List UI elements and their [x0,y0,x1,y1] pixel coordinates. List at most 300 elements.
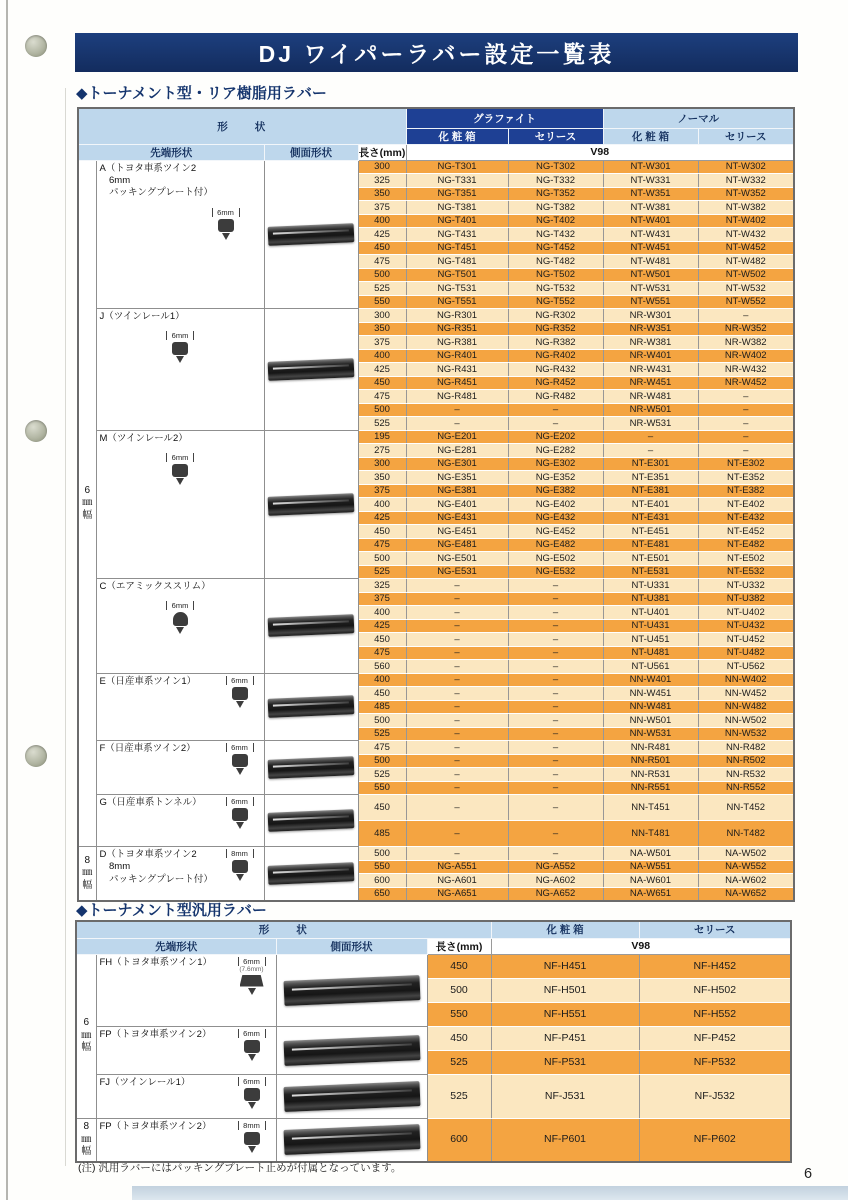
decorative: M（ツインレール2） [99,432,188,444]
length-cell: 325 [358,174,406,188]
length-cell: 375 [358,336,406,350]
part-code-cell: NT-W332 [698,174,794,188]
part-code-cell: – [406,606,508,620]
part-code-cell: NN-T482 [698,821,794,847]
length-cell: 450 [427,954,491,978]
part-code-cell: NT-W351 [603,187,698,201]
part-code-cell: NN-R531 [603,768,698,782]
length-header: 長さ(mm) [358,144,406,160]
length-cell: 195 [358,430,406,444]
part-code-cell: NT-U452 [698,633,794,647]
rubber-cross-section [232,754,248,767]
part-code-cell: NN-W532 [698,727,794,741]
rubber-fin [176,627,184,638]
part-code-cell: NT-E452 [698,525,794,539]
normal-group-header: ノーマル [603,108,794,128]
decorative: 幅 [82,509,93,521]
part-code-cell: NF-H451 [491,954,639,978]
length-cell: 325 [358,579,406,593]
rear-resin-rubber-table [77,107,795,902]
part-code-cell: – [508,754,603,768]
length-cell: 500 [358,268,406,282]
part-code-cell: NT-E432 [698,511,794,525]
rubber-fin [248,988,256,999]
part-code-cell: NG-R431 [406,363,508,377]
side-profile-photo [268,493,355,516]
length-cell: 425 [358,228,406,242]
length-cell: 650 [358,887,406,901]
part-code-cell: NG-R381 [406,336,508,350]
hole-punch-top [25,35,47,57]
part-code-cell: NG-T401 [406,214,508,228]
part-code-cell: – [698,444,794,458]
tip-cross-section-diagram [233,1077,271,1113]
part-code-cell: – [508,847,603,861]
part-code-cell: NT-W552 [698,295,794,309]
part-code-cell: – [406,795,508,821]
dimension-label: 6mm [166,331,194,340]
model-code-header: V98 [491,938,791,954]
part-code-cell: NR-W382 [698,336,794,350]
footnote: (注) 汎用ラバーにはパッキングプレート止めが付属となっています。 [78,1162,402,1174]
part-code-cell: NT-E352 [698,471,794,485]
part-code-cell: NF-H552 [639,1002,791,1026]
part-code-cell: NT-E501 [603,552,698,566]
part-code-cell: NG-T402 [508,214,603,228]
part-code-cell: NR-W481 [603,390,698,404]
length-cell: 450 [358,376,406,390]
part-code-cell: NG-A551 [406,860,508,874]
section-title-general-purpose: ◆トーナメント型汎用ラバー [76,902,267,919]
table-row [78,673,794,687]
length-cell: 500 [358,754,406,768]
part-code-cell: NN-R551 [603,781,698,795]
length-cell: 525 [358,768,406,782]
decorative: C（エアミックススリム） [99,581,211,592]
part-code-cell: – [698,390,794,404]
side-shape-cell [264,673,358,741]
decorative: パッキングプレート付） [99,873,213,885]
part-code-cell: NG-T452 [508,241,603,255]
part-code-cell: NG-R351 [406,322,508,336]
rubber-cross-section [218,219,234,232]
side-profile-photo [268,756,355,779]
part-code-cell: NG-E531 [406,565,508,579]
side-profile-photo [268,614,355,637]
part-code-cell: NT-W531 [603,282,698,296]
side-profile-photo [268,358,355,381]
part-code-cell: – [508,619,603,633]
part-code-cell: NR-W301 [603,309,698,323]
part-code-cell: NG-R452 [508,376,603,390]
part-code-cell: NG-T432 [508,228,603,242]
part-code-cell: NA-W652 [698,887,794,901]
decorative: E（日産車系ツイン1） [99,675,197,687]
rubber-cross-section [172,342,188,355]
dimension-label: 6mm [166,601,194,610]
dimension-label: 8mm [226,849,254,858]
decorative: 8mm [99,861,131,873]
length-cell: 425 [358,511,406,525]
decorative: 8 [84,854,91,866]
part-code-cell: NT-W482 [698,255,794,269]
part-code-cell: NG-E382 [508,484,603,498]
side-shape-cell [276,954,427,1026]
length-cell: 600 [427,1118,491,1162]
decorative: ㎜ [81,1133,92,1145]
table-row [78,741,794,755]
length-cell: 375 [358,201,406,215]
tip-shape-cell [96,795,264,847]
part-code-cell: NG-R402 [508,349,603,363]
part-code-cell: NG-E201 [406,430,508,444]
part-code-cell: NG-R482 [508,390,603,404]
page-edge-line [6,0,8,1200]
part-code-cell: – [406,727,508,741]
part-code-cell: NN-R482 [698,741,794,755]
rubber-fin [248,1054,256,1065]
tip-shape-cell [96,309,264,431]
length-cell: 450 [358,633,406,647]
tip-shape-label [100,311,261,323]
part-code-cell: – [508,633,603,647]
part-code-cell: – [603,444,698,458]
part-code-cell: NT-E502 [698,552,794,566]
part-code-cell: NR-W432 [698,363,794,377]
decorative [76,921,791,954]
tip-cross-section-diagram [233,1121,271,1157]
part-code-cell: NT-E531 [603,565,698,579]
length-cell: 450 [427,1026,491,1050]
rubber-fin [236,874,244,885]
table-row [76,1026,791,1050]
part-code-cell: – [406,741,508,755]
dimension-label: 6mm [238,957,266,966]
side-profile-photo [268,809,355,832]
part-code-cell: NT-W551 [603,295,698,309]
dimension-label: 8mm [238,1121,266,1130]
part-code-cell: NG-R432 [508,363,603,377]
part-code-cell: NN-T451 [603,795,698,821]
part-code-cell: NT-W481 [603,255,698,269]
part-code-cell: – [508,821,603,847]
part-code-cell: – [698,403,794,417]
part-code-cell: NA-W602 [698,874,794,888]
part-code-cell: – [508,714,603,728]
part-code-cell: NT-U332 [698,579,794,593]
part-code-cell: – [406,821,508,847]
part-code-cell: NG-T382 [508,201,603,215]
part-code-cell: NR-W401 [603,349,698,363]
rubber-cross-section [244,1132,260,1145]
part-code-cell: – [508,579,603,593]
decorative: ㎜ [82,867,93,878]
part-code-cell: NG-E352 [508,471,603,485]
part-code-cell: – [508,417,603,431]
part-code-cell: NT-U432 [698,619,794,633]
part-code-cell: NG-E302 [508,457,603,471]
part-code-cell: – [406,579,508,593]
part-code-cell: NG-T302 [508,160,603,174]
side-shape-cell [276,1074,427,1118]
part-code-cell: NF-P452 [639,1026,791,1050]
dimension-label: 6mm [238,1029,266,1038]
length-cell: 425 [358,363,406,377]
page-number: 6 [804,1166,813,1182]
part-code-cell: NT-W301 [603,160,698,174]
tip-shape-cell [96,847,264,901]
part-code-cell: NG-E301 [406,457,508,471]
series-header: セリース [698,128,794,144]
shape-header: 形 状 [76,921,491,938]
part-code-cell: NN-T452 [698,795,794,821]
part-code-cell: NG-E401 [406,498,508,512]
side-profile-photo [268,695,355,718]
part-code-cell: NG-R301 [406,309,508,323]
part-code-cell: NG-E481 [406,538,508,552]
part-code-cell: NT-W451 [603,241,698,255]
length-cell: 560 [358,660,406,674]
model-code-header: V98 [406,144,794,160]
table-row [76,1074,791,1118]
part-code-cell: NF-P531 [491,1050,639,1074]
part-code-cell: NF-P602 [639,1118,791,1162]
side-shape-header: 側面形状 [264,144,358,160]
part-code-cell: NG-T352 [508,187,603,201]
part-code-cell: NA-W651 [603,887,698,901]
part-code-cell: NR-W351 [603,322,698,336]
tip-cross-section-diagram [233,1029,271,1065]
table-row [78,579,794,593]
side-profile-photo [283,1081,420,1112]
rubber-fin [236,822,244,833]
decorative: 幅 [81,1146,92,1157]
part-code-cell: – [603,430,698,444]
side-shape-cell [276,1026,427,1074]
length-cell: 550 [358,781,406,795]
hole-punch-bottom [25,745,47,767]
length-cell: 485 [358,821,406,847]
part-code-cell: NT-U401 [603,606,698,620]
decorative: 幅 [82,879,93,891]
part-code-cell: NT-E301 [603,457,698,471]
decorative: ㎜ [81,1029,92,1041]
part-code-cell: NT-W532 [698,282,794,296]
part-code-cell: NG-A552 [508,860,603,874]
side-profile-photo [268,223,355,246]
width-band-label [76,1118,96,1162]
length-cell: 550 [358,295,406,309]
part-code-cell: NR-W402 [698,349,794,363]
length-cell: 525 [427,1050,491,1074]
length-cell: 500 [427,978,491,1002]
part-code-cell: NG-R352 [508,322,603,336]
side-shape-header: 側面形状 [276,938,427,954]
length-cell: 500 [358,552,406,566]
rubber-fin [248,1146,256,1157]
part-code-cell: – [508,768,603,782]
side-shape-cell [276,1118,427,1162]
rubber-fin [248,1102,256,1113]
part-code-cell: – [406,673,508,687]
part-code-cell: – [508,687,603,701]
part-code-cell: NG-T482 [508,255,603,269]
part-code-cell: – [406,700,508,714]
length-cell: 525 [427,1074,491,1118]
decorative: 6 [84,484,91,496]
part-code-cell: NN-R532 [698,768,794,782]
part-code-cell: NN-R501 [603,754,698,768]
part-code-cell: NT-W381 [603,201,698,215]
length-cell: 550 [358,860,406,874]
side-profile-photo [283,975,420,1006]
table-row [78,430,794,444]
length-cell: 400 [358,673,406,687]
part-code-cell: NT-E351 [603,471,698,485]
decorative: 幅 [81,1042,92,1054]
part-code-cell: NF-P601 [491,1118,639,1162]
dimension-label: 6mm [226,743,254,752]
bottom-edge-band [132,1186,848,1200]
part-code-cell: NF-H502 [639,978,791,1002]
length-cell: 350 [358,187,406,201]
tip-shape-cell [96,1026,276,1074]
decorative [76,938,791,954]
length-cell: 600 [358,874,406,888]
length-cell: 525 [358,727,406,741]
length-cell: 500 [358,714,406,728]
title-bar [75,33,798,72]
part-code-cell: NT-U402 [698,606,794,620]
length-cell: 500 [358,403,406,417]
dimension-label: 6mm [166,453,194,462]
decorative: 8 [83,1121,90,1132]
part-code-cell: – [698,417,794,431]
part-code-cell: NT-W331 [603,174,698,188]
part-code-cell: NG-A651 [406,887,508,901]
rubber-cross-section [244,1088,260,1101]
length-cell: 375 [358,484,406,498]
part-code-cell: NT-W432 [698,228,794,242]
part-code-cell: NG-E451 [406,525,508,539]
dimension-label: 6mm [212,208,240,217]
length-cell: 300 [358,457,406,471]
part-code-cell: – [508,592,603,606]
part-code-cell: NT-W401 [603,214,698,228]
length-cell: 450 [358,687,406,701]
part-code-cell: NG-E431 [406,511,508,525]
decorative: FP（トヨタ車系ツイン2） [99,1120,212,1132]
length-header: 長さ(mm) [427,938,491,954]
width-band-label [76,954,96,1118]
graphite-group-header: グラファイト [406,108,603,128]
part-code-cell: – [406,417,508,431]
length-cell: 300 [358,160,406,174]
table-row [78,795,794,821]
part-code-cell: NG-T351 [406,187,508,201]
width-band-label [78,160,96,847]
part-code-cell: NT-E401 [603,498,698,512]
part-code-cell: NT-W431 [603,228,698,242]
part-code-cell: NG-T451 [406,241,508,255]
part-code-cell: NG-E381 [406,484,508,498]
part-code-cell: NT-E381 [603,484,698,498]
length-cell: 450 [358,241,406,255]
part-code-cell: – [406,633,508,647]
part-code-cell: NG-E282 [508,444,603,458]
tip-shape-label [100,163,261,200]
part-code-cell: NG-E202 [508,430,603,444]
length-cell: 475 [358,255,406,269]
part-code-cell: NF-P451 [491,1026,639,1050]
tip-shape-cell [96,1118,276,1162]
part-code-cell: NG-A652 [508,887,603,901]
part-code-cell: NN-R502 [698,754,794,768]
part-code-cell: NT-E402 [698,498,794,512]
length-cell: 300 [358,309,406,323]
rubber-fin [176,356,184,367]
part-code-cell: NN-W531 [603,727,698,741]
decorative [76,954,791,1162]
general-purpose-rubber-table [75,920,792,1163]
part-code-cell: NT-W501 [603,268,698,282]
box-header: 化 粧 箱 [491,921,639,938]
part-code-cell: NG-E532 [508,565,603,579]
part-code-cell: NG-T501 [406,268,508,282]
length-cell: 350 [358,322,406,336]
dimension-label: 6mm [226,676,254,685]
part-code-cell: – [406,646,508,660]
part-code-cell: NT-U481 [603,646,698,660]
part-code-cell: NR-W501 [603,403,698,417]
length-cell: 525 [358,565,406,579]
part-code-cell: NG-E432 [508,511,603,525]
length-cell: 450 [358,795,406,821]
section-title-rear-resin: ◆トーナメント型・リア樹脂用ラバー [76,85,327,102]
part-code-cell: NG-T531 [406,282,508,296]
decorative [78,160,794,901]
part-code-cell: NT-W402 [698,214,794,228]
rubber-cross-section [172,464,188,477]
part-code-cell: NG-E501 [406,552,508,566]
part-code-cell: NT-U561 [603,660,698,674]
table-row [78,160,794,174]
length-cell: 275 [358,444,406,458]
length-cell: 400 [358,349,406,363]
tip-shape-cell [96,160,264,309]
dimension-label: 6mm [226,797,254,806]
tip-cross-section-diagram [221,676,259,712]
tip-cross-section-diagram [233,957,271,999]
part-code-cell: NT-W452 [698,241,794,255]
side-shape-cell [264,741,358,795]
part-code-cell: NF-J532 [639,1074,791,1118]
part-code-cell: – [508,727,603,741]
tip-cross-section-diagram [161,601,199,638]
length-cell: 400 [358,498,406,512]
part-code-cell: NT-U431 [603,619,698,633]
part-code-cell: NT-U381 [603,592,698,606]
decorative [78,108,794,128]
decorative: D（トヨタ車系ツイン2 [99,849,197,860]
tip-cross-section-diagram [161,453,199,489]
length-cell: 425 [358,619,406,633]
rubber-fin [236,768,244,779]
tip-shape-cell [96,579,264,674]
part-code-cell: – [406,687,508,701]
rubber-cross-section [232,860,248,873]
part-code-cell: NT-E451 [603,525,698,539]
